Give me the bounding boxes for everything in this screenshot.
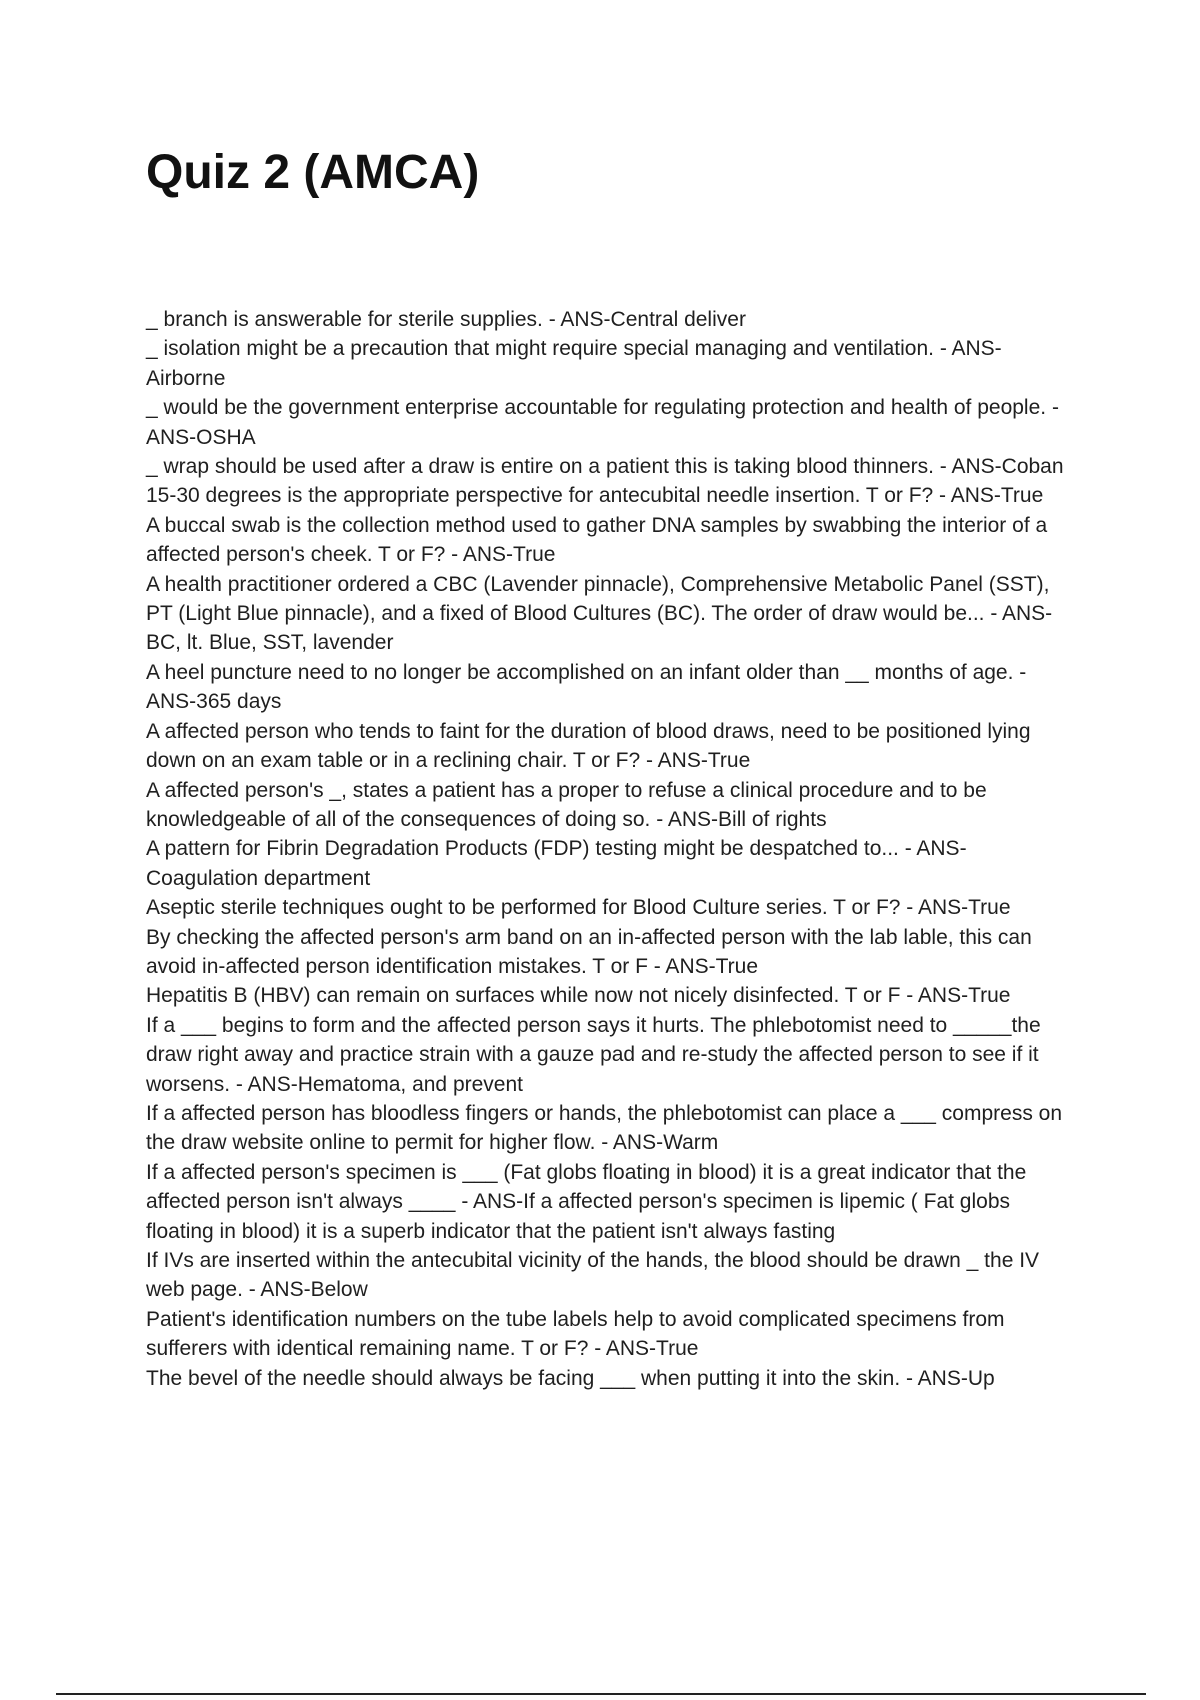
list-item: Patient's identification numbers on the tube labels help to avoid complicated specimens from sufferers with identical remaining name. T or F? - ANS-True — [146, 1307, 1005, 1361]
page-divider — [56, 1693, 1146, 1695]
question-answer-list — [146, 305, 1066, 1393]
list-item: If IVs are inserted within the antecubital vicinity of the hands, the blood should be drawn _ the IV web page. - ANS-Below — [146, 1249, 1040, 1302]
list-item: _ wrap should be used after a draw is entire on a patient this is taking blood thinners. - ANS-Coban — [146, 455, 1064, 479]
list-item: _ isolation might be a precaution that might require special managing and ventilation. - ANS-Airborne — [146, 337, 1002, 390]
list-item: A pattern for Fibrin Degradation Products (FDP) testing might be despatched to... - ANS-Coagulation department — [146, 837, 967, 890]
list-item: A heel puncture need to no longer be accomplished on an infant older than __ months of age. - ANS-365 days — [146, 660, 1027, 714]
list-item: _ would be the government enterprise accountable for regulating protection and health of people. - ANS-OSHA — [146, 396, 1059, 449]
list-item: A buccal swab is the collection method used to gather DNA samples by swabbing the interior of a affected person's cheek. T or F? - ANS-True — [146, 513, 1048, 567]
list-item: By checking the affected person's arm band on an in-affected person with the lab lable, this can avoid in-affected person identification mistakes. T or F - ANS-True — [146, 925, 1032, 978]
list-item: A health practitioner ordered a CBC (Lavender pinnacle), Comprehensive Metabolic Panel (SST), PT (Light Blue pinnacle), and a fixed of Blood Cultures (BC). The order of draw would be... - ANS-BC, lt. Blue, SST, lavender — [146, 572, 1053, 655]
page-title: Quiz 2 (AMCA) — [146, 146, 480, 199]
list-item: If a affected person's specimen is ___ (Fat globs floating in blood) it is a great indicator that the affected person isn't always ____ - ANS-If a affected person's specimen is lipemic ( Fat globs floating in blood) it is a superb indicator that the patient isn't always fasting — [146, 1160, 1027, 1243]
list-item: Aseptic sterile techniques ought to be performed for Blood Culture series. T or F? - ANS-True — [146, 896, 1011, 920]
list-item: 15-30 degrees is the appropriate perspective for antecubital needle insertion. T or F? - ANS-True — [146, 484, 1044, 508]
list-item: If a ___ begins to form and the affected person says it hurts. The phlebotomist need to _____the draw right away and practice strain with a gauze pad and re-study the affected person to see if it worsens. - ANS-Hematoma, and prevent — [146, 1013, 1041, 1096]
list-item: _ branch is answerable for sterile supplies. - ANS-Central deliver — [146, 308, 746, 331]
list-item: A affected person who tends to faint for the duration of blood draws, need to be positioned lying down on an exam table or in a reclining chair. T or F? - ANS-True — [146, 719, 1031, 773]
list-item: Hepatitis B (HBV) can remain on surfaces while now not nicely disinfected. T or F - ANS-True — [146, 984, 1011, 1008]
list-item: The bevel of the needle should always be facing ___ when putting it into the skin. - ANS-Up — [146, 1366, 995, 1390]
list-item: If a affected person has bloodless fingers or hands, the phlebotomist can place a ___ compress on the draw website online to permit for higher flow. - ANS-Warm — [146, 1101, 1063, 1155]
list-item: A affected person's _, states a patient has a proper to refuse a clinical procedure and to be knowledgeable of all of the consequences of doing so. - ANS-Bill of rights — [146, 778, 987, 831]
